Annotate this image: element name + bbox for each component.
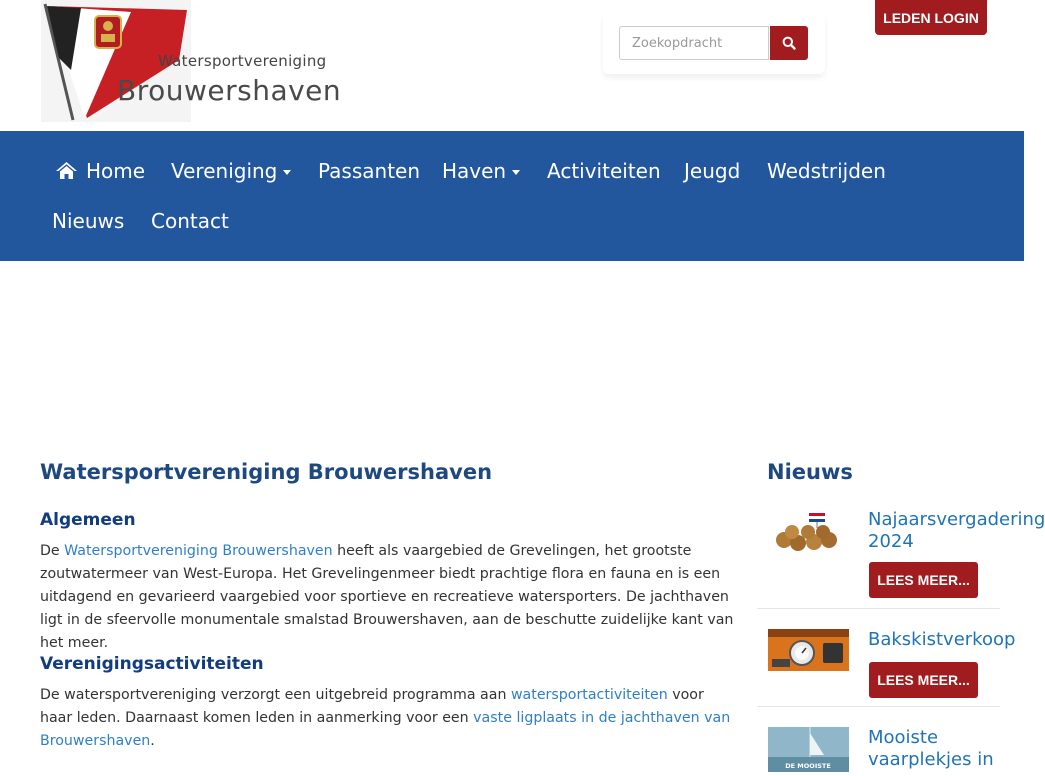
section-heading-algemeen: Algemeen	[40, 510, 136, 530]
logo-small-text: Watersportvereniging	[158, 52, 327, 70]
main-nav	[0, 131, 1024, 261]
search-button[interactable]	[770, 26, 808, 60]
news-thumbnail[interactable]	[768, 629, 849, 671]
search-input[interactable]	[619, 26, 769, 60]
news-title-line: 2024	[868, 531, 914, 552]
news-item-title[interactable]	[868, 509, 1045, 553]
section-text-algemeen	[40, 540, 740, 655]
news-thumbnail[interactable]	[768, 727, 849, 772]
logo-big-text: Brouwershaven	[117, 74, 342, 107]
member-login-button[interactable]: LEDEN LOGIN	[875, 0, 987, 35]
home-icon	[56, 162, 77, 179]
section-text-activiteiten	[40, 684, 740, 753]
caret-down-icon	[512, 170, 520, 175]
sailing-spots-image-icon	[768, 727, 849, 772]
news-item-title[interactable]: Bakskistverkoop	[868, 629, 1016, 650]
berth-link[interactable]: vaste ligplaats in de jachthaven van Brouwershaven	[40, 710, 731, 749]
text-segment: voor haar leden. Daarnaast komen leden in aanmerking voor een	[40, 687, 704, 726]
caret-down-icon	[283, 170, 291, 175]
site-logo[interactable]	[37, 0, 342, 122]
read-more-button[interactable]: LEES MEER...	[869, 662, 978, 698]
news-item-title[interactable]	[868, 727, 994, 771]
news-item	[757, 706, 1000, 768]
news-title-line: vaarplekjes in	[868, 749, 994, 770]
news-item	[757, 506, 1045, 609]
text-segment: De watersportvereniging verzorgt een uitgebreid programma aan	[40, 687, 511, 703]
nav-haven[interactable]	[442, 151, 520, 191]
nav-activiteiten[interactable]: Activiteiten	[547, 159, 661, 183]
search-form	[603, 12, 825, 74]
bakskist-image-icon	[768, 629, 849, 671]
site-header	[0, 0, 1024, 131]
text-segment: De	[40, 543, 65, 559]
nav-wedstrijden[interactable]: Wedstrijden	[767, 159, 886, 183]
nav-home-label: Home	[86, 159, 146, 183]
nav-contact[interactable]: Contact	[151, 209, 229, 233]
search-icon	[782, 36, 796, 50]
nav-passanten[interactable]: Passanten	[318, 159, 421, 183]
news-title-line: Najaarsvergadering	[868, 509, 1045, 530]
section-heading-activiteiten: Verenigingsactiviteiten	[40, 654, 264, 674]
text-segment: heeft als vaargebied de Grevelingen, het grootste zoutwatermeer van West-Europa. Het Grevelingenmeer biedt prachtige flora en fauna en is een uitdagend en gevarieerd vaargebied voor sportieve en recreatieve watersporters. De jachthaven ligt in de sfeervolle monumentale smalstad Brouwershaven, aan de beschutte zuidelijke kant van het meer.	[40, 543, 734, 651]
news-title: Nieuws	[767, 460, 853, 484]
page-title: Watersportvereniging Brouwershaven	[40, 460, 493, 484]
text-segment: .	[150, 733, 155, 749]
club-link[interactable]: Watersportvereniging Brouwershaven	[64, 543, 333, 559]
nav-nieuws[interactable]: Nieuws	[52, 209, 125, 233]
nav-vereniging[interactable]	[171, 151, 291, 191]
nav-haven-label: Haven	[442, 159, 507, 183]
nav-home[interactable]	[56, 151, 145, 191]
thumbnail-caption: DE MOOISTE	[785, 762, 831, 770]
nav-vereniging-label: Vereniging	[171, 159, 278, 183]
nav-jeugd[interactable]: Jeugd	[684, 159, 741, 183]
read-more-button[interactable]: LEES MEER...	[869, 562, 978, 598]
news-item	[757, 608, 1016, 707]
news-title-line: Mooiste	[868, 727, 939, 748]
news-thumbnail[interactable]	[768, 510, 849, 552]
activities-link[interactable]: watersportactiviteiten	[510, 687, 668, 703]
news-sidebar	[757, 460, 1045, 770]
bitterballen-image-icon	[768, 510, 849, 552]
